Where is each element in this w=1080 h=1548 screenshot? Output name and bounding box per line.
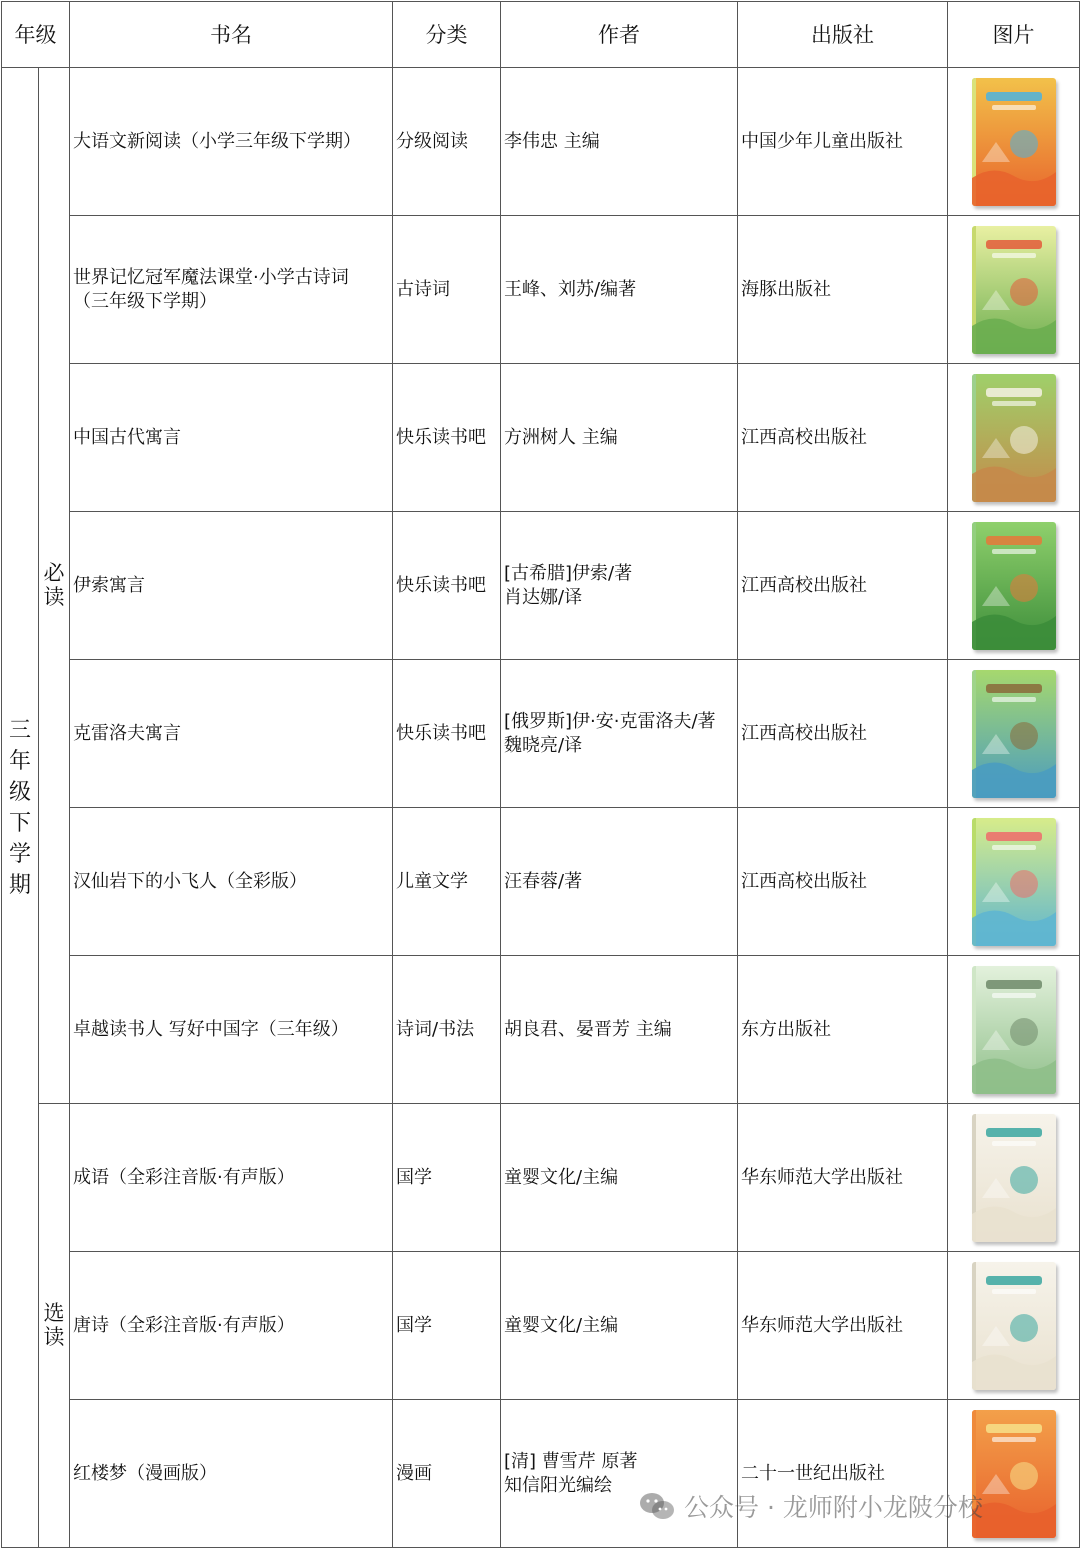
book-publisher: 华东师范大学出版社 (738, 1104, 948, 1252)
header-grade: 年级 (2, 2, 70, 68)
book-cover-art (972, 1262, 1056, 1390)
book-publisher: 华东师范大学出版社 (738, 1252, 948, 1400)
header-author: 作者 (501, 2, 738, 68)
book-author: 李伟忠 主编 (501, 68, 738, 216)
book-title: 克雷洛夫寓言 (70, 660, 393, 808)
book-cover-cell (948, 808, 1080, 956)
book-category: 快乐读书吧 (393, 364, 501, 512)
table-row (2, 1104, 1080, 1252)
book-title: 伊索寓言 (70, 512, 393, 660)
table-row (2, 216, 1080, 364)
header-publisher: 出版社 (738, 2, 948, 68)
book-title: 大语文新阅读（小学三年级下学期） (70, 68, 393, 216)
group-optional-cell (39, 1104, 70, 1548)
book-author: 胡良君、晏晋芳 主编 (501, 956, 738, 1104)
book-author: [清] 曹雪芹 原著 知信阳光编绘 (501, 1400, 738, 1548)
header-category: 分类 (393, 2, 501, 68)
table-row (2, 808, 1080, 956)
book-cover-image (972, 78, 1056, 206)
book-author: 童婴文化/主编 (501, 1104, 738, 1252)
book-title: 中国古代寓言 (70, 364, 393, 512)
book-author: 方洲树人 主编 (501, 364, 738, 512)
book-cover-cell (948, 1252, 1080, 1400)
book-author: 汪春蓉/著 (501, 808, 738, 956)
grade-label: 三年级下学期 (9, 717, 32, 898)
book-category: 古诗词 (393, 216, 501, 364)
book-cover-image (972, 1262, 1056, 1390)
book-title: 唐诗（全彩注音版·有声版） (70, 1252, 393, 1400)
book-author: [俄罗斯]伊·安·克雷洛夫/著 魏晓亮/译 (501, 660, 738, 808)
table-header-row (2, 2, 1080, 68)
book-cover-art (972, 1114, 1056, 1242)
book-category: 儿童文学 (393, 808, 501, 956)
book-cover-cell (948, 660, 1080, 808)
book-publisher: 江西高校出版社 (738, 808, 948, 956)
book-cover-art (972, 226, 1056, 354)
book-publisher: 中国少年儿童出版社 (738, 68, 948, 216)
table-row (2, 956, 1080, 1104)
group-optional-label: 选读 (43, 1300, 65, 1349)
book-category: 国学 (393, 1252, 501, 1400)
book-cover-image (972, 226, 1056, 354)
book-cover-art (972, 670, 1056, 798)
book-title: 卓越读书人 写好中国字（三年级） (70, 956, 393, 1104)
book-cover-image (972, 966, 1056, 1094)
book-cover-art (972, 818, 1056, 946)
book-author: [古希腊]伊索/著 肖达娜/译 (501, 512, 738, 660)
book-cover-image (972, 670, 1056, 798)
book-cover-cell (948, 68, 1080, 216)
book-cover-image (972, 1410, 1056, 1538)
table-row (2, 660, 1080, 808)
book-title: 汉仙岩下的小飞人（全彩版） (70, 808, 393, 956)
book-cover-art (972, 1410, 1056, 1538)
book-publisher: 江西高校出版社 (738, 512, 948, 660)
group-required-label: 必读 (43, 560, 65, 609)
book-cover-art (972, 374, 1056, 502)
header-picture: 图片 (948, 2, 1080, 68)
book-cover-cell (948, 1104, 1080, 1252)
book-author: 王峰、刘苏/编著 (501, 216, 738, 364)
book-category: 快乐读书吧 (393, 512, 501, 660)
book-cover-cell (948, 956, 1080, 1104)
book-list-table (1, 1, 1080, 1548)
book-title: 红楼梦（漫画版） (70, 1400, 393, 1548)
book-cover-cell (948, 512, 1080, 660)
group-required-cell (39, 68, 70, 1104)
header-title: 书名 (70, 2, 393, 68)
book-author: 童婴文化/主编 (501, 1252, 738, 1400)
book-cover-image (972, 522, 1056, 650)
book-cover-image (972, 374, 1056, 502)
book-category: 漫画 (393, 1400, 501, 1548)
watermark-text: 公众号 · 龙师附小龙陂分校 (684, 1493, 983, 1522)
book-publisher: 江西高校出版社 (738, 364, 948, 512)
book-cover-art (972, 522, 1056, 650)
book-cover-art (972, 78, 1056, 206)
book-category: 诗词/书法 (393, 956, 501, 1104)
book-category: 国学 (393, 1104, 501, 1252)
book-cover-cell (948, 216, 1080, 364)
book-publisher: 东方出版社 (738, 956, 948, 1104)
book-publisher: 海豚出版社 (738, 216, 948, 364)
book-cover-art (972, 966, 1056, 1094)
table-row (2, 1252, 1080, 1400)
book-category: 分级阅读 (393, 68, 501, 216)
table-row (2, 68, 1080, 216)
watermark (638, 1486, 983, 1526)
book-category: 快乐读书吧 (393, 660, 501, 808)
book-cover-image (972, 818, 1056, 946)
table-row (2, 512, 1080, 660)
book-publisher: 江西高校出版社 (738, 660, 948, 808)
wechat-icon (638, 1491, 676, 1521)
book-cover-cell (948, 364, 1080, 512)
grade-cell (2, 68, 39, 1548)
book-title: 成语（全彩注音版·有声版） (70, 1104, 393, 1252)
book-title: 世界记忆冠军魔法课堂·小学古诗词 （三年级下学期） (70, 216, 393, 364)
book-cover-image (972, 1114, 1056, 1242)
book-publisher: 二十一世纪出版社 (738, 1400, 948, 1548)
table-row (2, 364, 1080, 512)
